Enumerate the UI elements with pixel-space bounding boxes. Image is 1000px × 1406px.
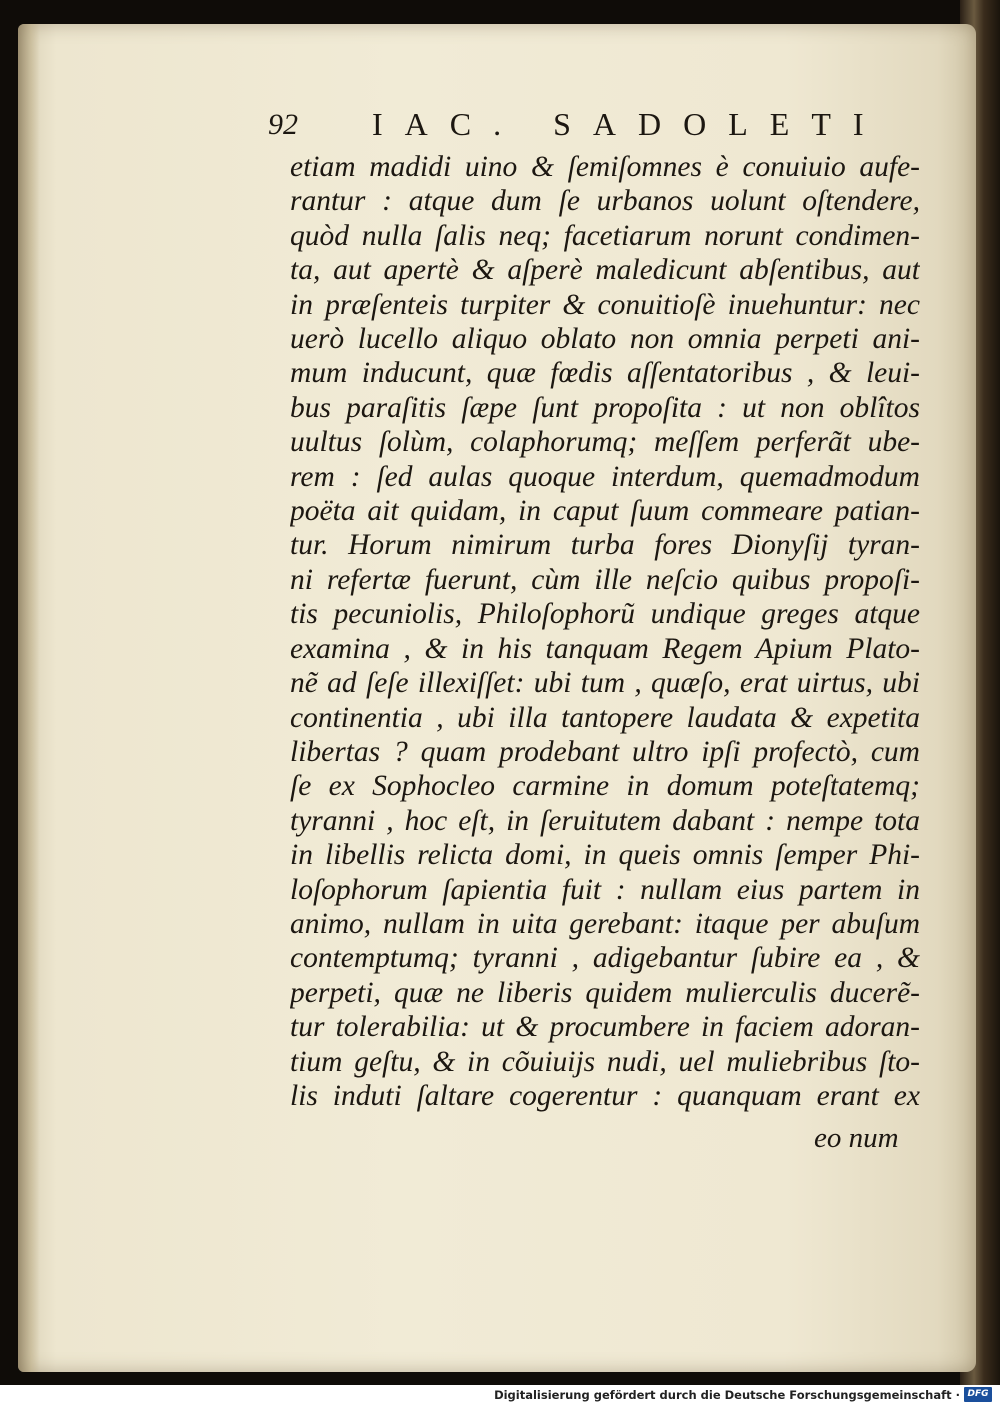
text-line: poëta ait quidam, in caput ſuum commeare patian-: [290, 495, 920, 528]
catchword: eo num: [814, 1122, 899, 1154]
text-line: rem : ſed aulas quoque interdum, quemadmodum: [290, 460, 920, 493]
text-line: lis induti ſaltare cogerentur : quanquam erant ex: [290, 1079, 920, 1112]
page-header: [268, 106, 886, 146]
text-line: mum inducunt, quæ fœdis aſſentatoribus , & leui-: [290, 357, 920, 390]
text-line: bus paraſitis ſæpe ſunt propoſita : ut non oblîtos: [290, 391, 920, 424]
text-line: tyranni , hoc eſt, in ſeruitutem dabant : nempe tota: [290, 804, 920, 837]
text-line: tur tolerabilia: ut & procumbere in faciem adoran-: [290, 1011, 920, 1044]
footer-bar: [0, 1385, 1000, 1406]
text-line: rantur : atque dum ſe urbanos uolunt oſtendere,: [290, 185, 920, 218]
funding-credit: Digitalisierung gefördert durch die Deutsche Forschungsgemeinschaft ·: [494, 1388, 960, 1402]
text-line: tis pecuniolis, Philoſophorũ undique greges atque: [290, 598, 920, 631]
text-line: continentia , ubi illa tantopere laudata & expetita: [290, 701, 920, 734]
text-line: animo, nullam in uita gerebant: itaque per abuſum: [290, 907, 920, 940]
body-text: [290, 150, 920, 1113]
text-line: loſophorum ſapientia fuit : nullam eius partem in: [290, 873, 920, 906]
text-line: ſe ex Sophocleo carmine in domum poteſtatemq;: [290, 770, 920, 803]
text-line: ta, aut apertè & aſperè maledicunt abſentibus, aut: [290, 254, 920, 287]
text-line: perpeti, quæ ne liberis quidem mulierculis ducerẽ-: [290, 976, 920, 1009]
text-line: tur. Horum nimirum turba fores Dionyſij tyran-: [290, 529, 920, 562]
text-line: libertas ? quam prodebant ultro ipſi profectò, cum: [290, 735, 920, 768]
text-line: uerò lucello aliquo oblato non omnia perpeti ani-: [290, 323, 920, 356]
page-number: 92: [268, 108, 298, 141]
text-line: etiam madidi uino & ſemiſomnes è conuiuio aufe-: [290, 151, 920, 183]
text-line: nẽ ad ſeſe illexiſſet: ubi tum , quæſo, erat uirtus, ubi: [290, 667, 920, 700]
text-line: examina , & in his tanquam Regem Apium Plato-: [290, 632, 920, 665]
text-line: in præſenteis turpiter & conuitioſè inuehuntur: nec: [290, 288, 920, 321]
running-head: IAC. SADOLETI: [372, 106, 886, 142]
page-gutter-shadow: [18, 24, 40, 1372]
text-line: in libellis relicta domi, in queis omnis ſemper Phi-: [290, 839, 920, 872]
dfg-logo: DFG: [964, 1387, 992, 1402]
text-line: quòd nulla ſalis neq; facetiarum norunt condimen-: [290, 219, 920, 252]
text-line: ni refertæ fuerunt, cùm ille neſcio quibus propoſi-: [290, 563, 920, 596]
text-line: contemptumq; tyranni , adigebantur ſubire ea , &: [290, 942, 920, 975]
text-line: uultus ſolùm, colaphorumq; meſſem perferãt ube-: [290, 426, 920, 459]
text-line: tium geſtu, & in cõuiuijs nudi, uel muliebribus ſto-: [290, 1045, 920, 1078]
